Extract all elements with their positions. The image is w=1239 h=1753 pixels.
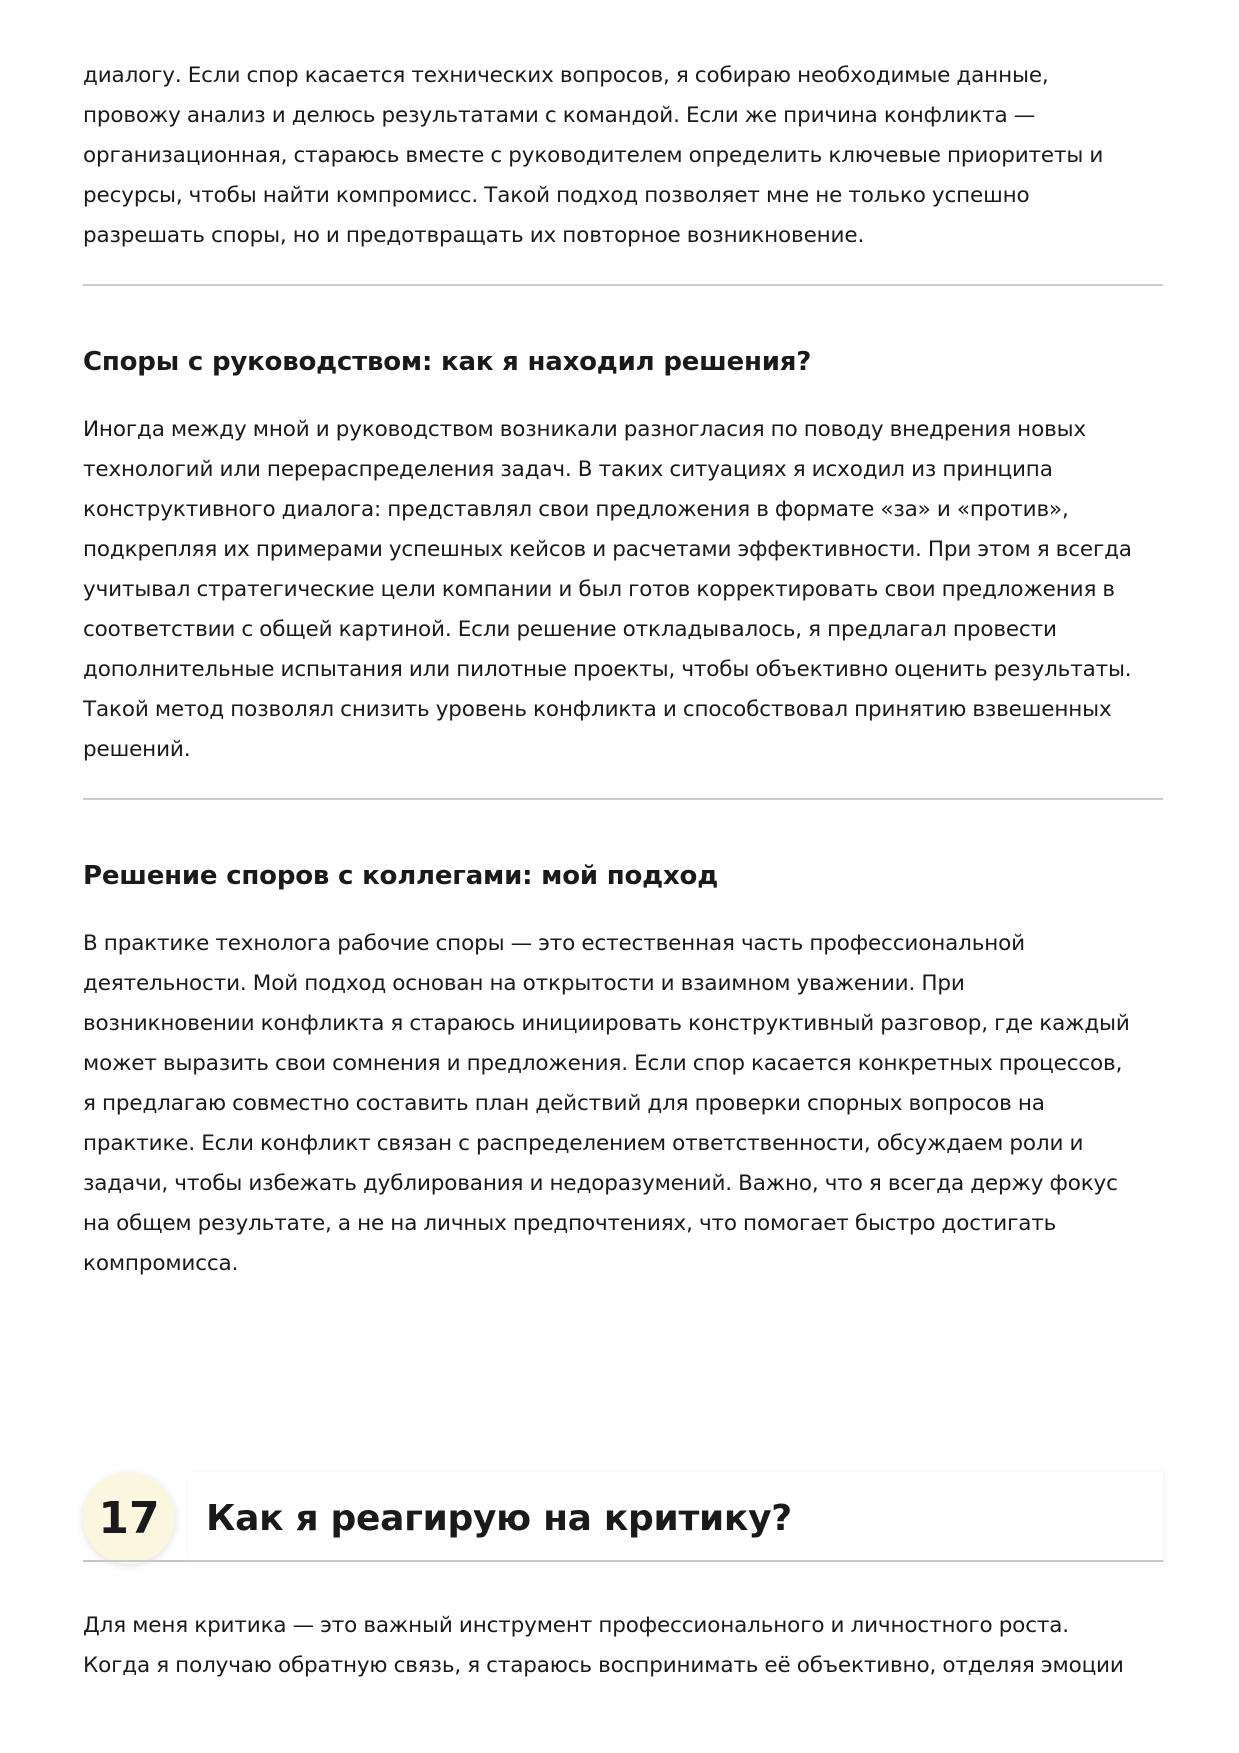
question-title-box bbox=[188, 1472, 1163, 1564]
paragraph-line: на общем результате, а не на личных предпочтениях, что помогает быстро достигать bbox=[83, 1211, 1057, 1236]
paragraph-line: Такой метод позволял снизить уровень конфликта и способствовал принятию взвешенных bbox=[83, 697, 1112, 722]
paragraph-line: дополнительные испытания или пилотные проекты, чтобы объективно оценить результаты. bbox=[83, 657, 1132, 682]
paragraph-line: компромисса. bbox=[83, 1251, 239, 1276]
section-title: Решение споров с коллегами: мой подход bbox=[83, 861, 718, 891]
paragraph-line: Для меня критика — это важный инструмент профессионального и личностного роста. bbox=[83, 1613, 1069, 1638]
intro-paragraph bbox=[83, 56, 1163, 256]
intro-line: организационная, стараюсь вместе с руководителем определить ключевые приоритеты и bbox=[83, 143, 1104, 168]
paragraph-line: В практике технолога рабочие споры — это естественная часть профессиональной bbox=[83, 931, 1025, 956]
question-number-badge: 17 bbox=[83, 1472, 175, 1564]
section-paragraph bbox=[83, 924, 1163, 1284]
section-divider bbox=[83, 284, 1163, 286]
intro-line: ресурсы, чтобы найти компромисс. Такой подход позволяет мне не только успешно bbox=[83, 183, 1030, 208]
paragraph-line: подкрепляя их примерами успешных кейсов и расчетами эффективности. При этом я всегда bbox=[83, 537, 1132, 562]
question-answer-paragraph bbox=[83, 1606, 1163, 1686]
paragraph-line: соответствии с общей картиной. Если решение откладывалось, я предлагал провести bbox=[83, 617, 1057, 642]
question-divider bbox=[83, 1560, 1163, 1562]
paragraph-line: может выразить свои сомнения и предложения. Если спор касается конкретных процессов, bbox=[83, 1051, 1123, 1076]
paragraph-line: я предлагаю совместно составить план действий для проверки спорных вопросов на bbox=[83, 1091, 1045, 1116]
paragraph-line: учитывал стратегические цели компании и был готов корректировать свои предложения в bbox=[83, 577, 1115, 602]
paragraph-line: возникновении конфликта я стараюсь инициировать конструктивный разговор, где каждый bbox=[83, 1011, 1130, 1036]
intro-line: диалогу. Если спор касается технических вопросов, я собираю необходимые данные, bbox=[83, 63, 1049, 88]
intro-line: разрешать споры, но и предотвращать их повторное возникновение. bbox=[83, 223, 865, 248]
section-title: Споры с руководством: как я находил решения? bbox=[83, 347, 812, 377]
question-title: Как я реагирую на критику? bbox=[206, 1497, 792, 1539]
paragraph-line: Иногда между мной и руководством возникали разногласия по поводу внедрения новых bbox=[83, 417, 1086, 442]
paragraph-line: Когда я получаю обратную связь, я стараюсь воспринимать её объективно, отделяя эмоции bbox=[83, 1653, 1124, 1678]
paragraph-line: решений. bbox=[83, 737, 191, 762]
paragraph-line: технологий или перераспределения задач. В таких ситуациях я исходил из принципа bbox=[83, 457, 1053, 482]
intro-line: провожу анализ и делюсь результатами с командой. Если же причина конфликта — bbox=[83, 103, 1036, 128]
paragraph-line: практике. Если конфликт связан с распределением ответственности, обсуждаем роли и bbox=[83, 1131, 1084, 1156]
paragraph-line: деятельности. Мой подход основан на открытости и взаимном уважении. При bbox=[83, 971, 965, 996]
section-divider bbox=[83, 798, 1163, 800]
paragraph-line: конструктивного диалога: представлял свои предложения в формате «за» и «против», bbox=[83, 497, 1069, 522]
question-header bbox=[83, 1472, 1163, 1582]
section-paragraph bbox=[83, 410, 1163, 770]
paragraph-line: задачи, чтобы избежать дублирования и недоразумений. Важно, что я всегда держу фокус bbox=[83, 1171, 1118, 1196]
